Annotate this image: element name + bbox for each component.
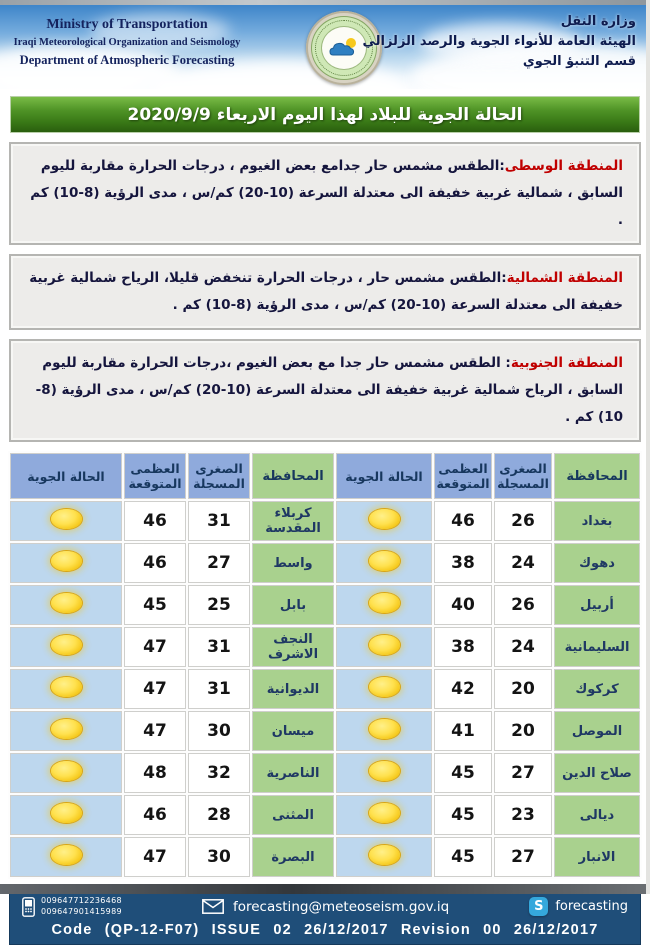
mobile-phone-icon (22, 897, 35, 917)
governorate-name: ديالى (554, 795, 640, 835)
forecast-text: :الطقس مشمس حار جدامع بعض الغيوم ، درجات الحرارة مقاربة لليوم السابق ، شمالية غربية خفيفة الى معتدلة السرعة (10-20) كم/س ، مدى الرؤية (8-10) كم . (30, 158, 623, 228)
weather-condition-cell (10, 711, 122, 751)
phone-number-1: 009647712236468 (41, 896, 122, 905)
forecast-southern-region (9, 339, 641, 442)
governorate-name: الديوانية (252, 669, 334, 709)
weather-condition-cell (336, 627, 432, 667)
max-temperature: 47 (124, 837, 186, 877)
sun-icon (369, 761, 400, 781)
forecast-text: : الطقس مشمس حار جدا مع بعض الغيوم ،درجات الحرارة مقاربة لليوم السابق ، الرياح شمالية غربية خفيفة الى معتدلة السرعة (10-20) كم/س ، مدى الرؤية (8-10) كم . (35, 355, 623, 425)
max-temperature: 46 (124, 543, 186, 583)
email-contact (202, 899, 449, 915)
governorate-name: النجف الاشرف (252, 627, 334, 667)
sun-icon (51, 761, 82, 781)
sun-icon (51, 803, 82, 823)
logo-core (321, 26, 367, 70)
table-row (10, 669, 640, 709)
weather-condition-cell (10, 585, 122, 625)
contact-footer (9, 890, 641, 945)
min-temperature: 31 (188, 627, 250, 667)
max-temperature: 40 (434, 585, 492, 625)
governorate-name: البصرة (252, 837, 334, 877)
governorate-name: بغداد (554, 501, 640, 541)
phone-contact (22, 896, 122, 918)
sun-icon (369, 509, 400, 529)
max-temperature: 38 (434, 627, 492, 667)
governorate-name: كربلاء المقدسة (252, 501, 334, 541)
forecast-northern-region (9, 254, 641, 330)
sun-icon (51, 551, 82, 571)
column-header-max_expected: العظمى المتوقعة (434, 453, 492, 499)
max-temperature: 45 (124, 585, 186, 625)
governorate-name: الناصرية (252, 753, 334, 793)
min-temperature: 32 (188, 753, 250, 793)
weather-condition-cell (10, 501, 122, 541)
table-header-row (10, 453, 640, 499)
weather-condition-cell (336, 543, 432, 583)
weather-condition-cell (10, 753, 122, 793)
temperatures-table (8, 451, 642, 879)
phone-number-2: 009647901415989 (41, 906, 122, 916)
phone-numbers (41, 896, 122, 918)
weather-condition-cell (336, 753, 432, 793)
min-temperature: 23 (494, 795, 552, 835)
min-temperature: 20 (494, 711, 552, 751)
min-temperature: 31 (188, 501, 250, 541)
min-temperature: 24 (494, 627, 552, 667)
department-name-en: Department of Atmospheric Forecasting (19, 52, 235, 67)
max-temperature: 46 (124, 795, 186, 835)
sun-icon (51, 677, 82, 697)
report-title-bar (10, 96, 640, 133)
table-row (10, 543, 640, 583)
table-row (10, 711, 640, 751)
sun-icon (369, 719, 400, 739)
department-name-ar: قسم التنبؤ الجوي (522, 54, 636, 70)
governorate-name: أربيل (554, 585, 640, 625)
governorate-name: السليمانية (554, 627, 640, 667)
organization-name-arabic (362, 12, 636, 72)
skype-contact (529, 897, 628, 916)
column-header-condition: الحالة الجوية (336, 453, 432, 499)
forecast-text: :الطقس مشمس حار ، درجات الحرارة تنخفض قليلا، الرياح شمالية غربية خفيفة الى معتدلة السرعة (10-20) كم/س ، مدى الرؤية (8-10) كم . (29, 270, 623, 313)
min-temperature: 25 (188, 585, 250, 625)
min-temperature: 24 (494, 543, 552, 583)
weather-condition-cell (336, 795, 432, 835)
min-temperature: 30 (188, 711, 250, 751)
region-label: المنطقة الجنوبية (510, 355, 623, 371)
governorate-name: ميسان (252, 711, 334, 751)
document-code-line: Code (QP-12-F07) ISSUE 02 26/12/2017 Revision 00 26/12/2017 (51, 921, 599, 938)
governorate-name: كركوك (554, 669, 640, 709)
min-temperature: 27 (494, 837, 552, 877)
contact-row (22, 896, 628, 918)
min-temperature: 27 (494, 753, 552, 793)
column-header-governorate: المحافظة (252, 453, 334, 499)
organization-name-ar: الهيئة العامة للأنواء الجوية والرصد الزلزالي (362, 34, 636, 50)
min-temperature: 28 (188, 795, 250, 835)
min-temperature: 27 (188, 543, 250, 583)
forecast-central-region (9, 142, 641, 245)
max-temperature: 47 (124, 711, 186, 751)
governorate-name: واسط (252, 543, 334, 583)
max-temperature: 38 (434, 543, 492, 583)
table-row (10, 501, 640, 541)
max-temperature: 47 (124, 669, 186, 709)
min-temperature: 26 (494, 501, 552, 541)
sun-icon (369, 551, 400, 571)
weather-condition-cell (10, 795, 122, 835)
photo-bottom-edge (0, 884, 650, 894)
sun-icon (369, 635, 400, 655)
weather-condition-cell (10, 627, 122, 667)
column-header-condition: الحالة الجوية (10, 453, 122, 499)
min-temperature: 26 (494, 585, 552, 625)
sun-icon (369, 803, 400, 823)
sun-icon (369, 677, 400, 697)
weather-condition-cell (336, 669, 432, 709)
letterhead (0, 5, 650, 89)
min-temperature: 30 (188, 837, 250, 877)
max-temperature: 48 (124, 753, 186, 793)
column-header-min_recorded: الصغرى المسجلة (188, 453, 250, 499)
column-header-governorate: المحافظة (554, 453, 640, 499)
weather-condition-cell (10, 669, 122, 709)
column-header-min_recorded: الصغرى المسجلة (494, 453, 552, 499)
weather-condition-cell (10, 543, 122, 583)
skype-handle: forecasting (555, 899, 628, 915)
governorate-name: بابل (252, 585, 334, 625)
max-temperature: 41 (434, 711, 492, 751)
sun-icon (51, 635, 82, 655)
max-temperature: 42 (434, 669, 492, 709)
sun-icon (51, 845, 82, 865)
sun-icon (51, 719, 82, 739)
region-label: المنطقة الوسطى (504, 158, 623, 174)
sun-icon (369, 845, 400, 865)
ministry-name-en: Ministry of Transportation (46, 17, 208, 32)
governorate-name: صلاح الدين (554, 753, 640, 793)
weather-condition-cell (336, 585, 432, 625)
max-temperature: 46 (434, 501, 492, 541)
ministry-name-ar: وزارة النقل (560, 14, 636, 29)
skype-icon: S (529, 897, 548, 916)
column-header-max_expected: العظمى المتوقعة (124, 453, 186, 499)
max-temperature: 47 (124, 627, 186, 667)
sun-icon (51, 593, 82, 613)
max-temperature: 46 (124, 501, 186, 541)
weather-condition-cell (336, 501, 432, 541)
governorate-name: المثنى (252, 795, 334, 835)
weather-condition-cell (336, 711, 432, 751)
envelope-icon (202, 899, 224, 914)
governorate-name: الموصل (554, 711, 640, 751)
table-row (10, 795, 640, 835)
table-row (10, 627, 640, 667)
governorate-name: الانبار (554, 837, 640, 877)
photo-right-edge (646, 0, 650, 894)
min-temperature: 31 (188, 669, 250, 709)
max-temperature: 45 (434, 795, 492, 835)
table-row (10, 585, 640, 625)
max-temperature: 45 (434, 837, 492, 877)
sun-icon (51, 509, 82, 529)
report-title: الحالة الجوية للبلاد لهذا اليوم الاربعاء 2020/9/9 (127, 104, 523, 125)
weather-condition-cell (336, 837, 432, 877)
max-temperature: 45 (434, 753, 492, 793)
organization-name-en: Iraqi Meteorological Organization and Seismology (13, 37, 241, 48)
weather-condition-cell (10, 837, 122, 877)
email-address: forecasting@meteoseism.gov.iq (232, 898, 450, 915)
governorate-name: دهوك (554, 543, 640, 583)
table-row (10, 837, 640, 877)
min-temperature: 20 (494, 669, 552, 709)
sun-icon (369, 593, 400, 613)
cloud-sun-emblem-icon (327, 35, 361, 61)
region-label: المنطقة الشمالية (506, 270, 623, 286)
organization-name-english (6, 14, 248, 70)
table-row (10, 753, 640, 793)
